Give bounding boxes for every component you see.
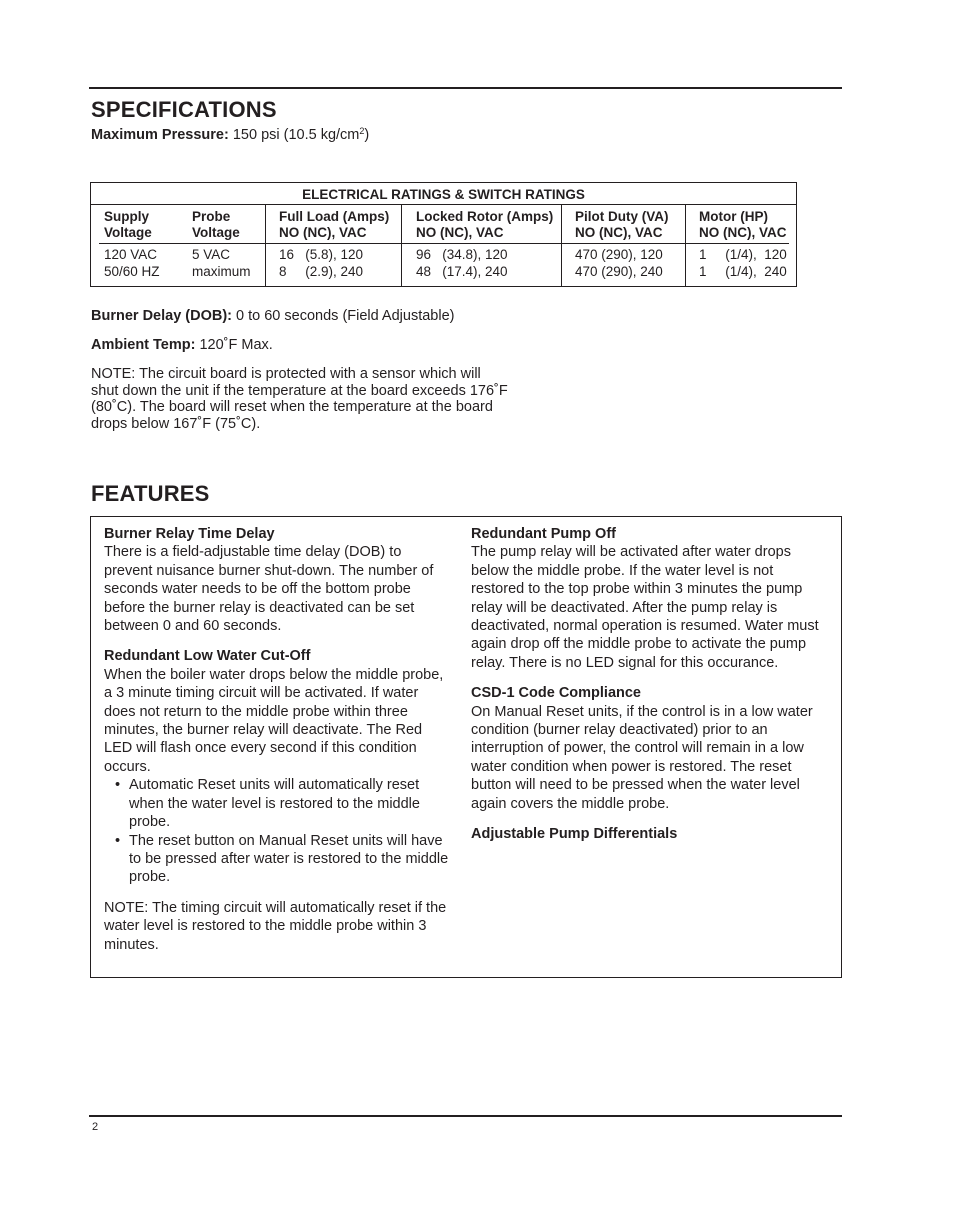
table-cell: 8 (2.9), 240 [279,264,364,279]
ambient-temp-label: Ambient Temp: [91,337,196,353]
low-water-heading: Redundant Low Water Cut-Off [104,648,311,665]
low-water-bullets [104,776,449,886]
header-line: Pilot Duty (VA) [575,209,669,224]
circuit-board-note: NOTE: The circuit board is protected with a sensor which will shut down the unit if the temperature at the board exceeds 176˚F (80˚C). The board will reset when the temperature at the board drops below 167˚F (75˚C). [91,366,508,432]
burner-delay-label: Burner Delay (DOB): [91,308,232,324]
list-item [104,776,449,831]
table-cell: 96 (34.8), 120 [416,247,508,262]
table-divider [685,204,686,287]
table-cell: 1 (1/4), 240 [699,264,787,279]
burner-relay-text: There is a field-adjustable time delay (DOB) to prevent nuisance burner shut-down. The number of seconds water needs to be off the bottom probe before the burner relay is deactivated can be set between 0 and 60 seconds. [104,544,434,635]
header-line: Locked Rotor (Amps) [416,209,554,224]
header-line: Supply [104,209,150,224]
csd1-heading: CSD-1 Code Compliance [471,685,641,702]
table-divider [265,204,266,287]
max-pressure-label: Maximum Pressure: [91,127,229,143]
low-water-text: When the boiler water drops below the middle probe, a 3 minute timing circuit will be activated. If water does not return to the middle probe within three minutes, the burner relay will deactivate. The Red LED will flash once every second if this condition occurs. [104,666,444,775]
max-pressure-close: ) [364,127,370,143]
header-line: NO (NC), VAC [699,225,787,240]
ambient-temp-line [91,337,273,354]
header-line: NO (NC), VAC [575,225,663,240]
bottom-divider [89,1115,842,1117]
ambient-temp-value: 120˚F Max. [199,337,273,353]
header-line: Voltage [104,225,152,240]
features-right-column [471,525,829,844]
table-title: ELECTRICAL RATINGS & SWITCH RATINGS [302,187,585,202]
header-supply-voltage [104,209,152,241]
table-cell: 5 VAC [192,247,231,262]
table-divider [91,204,796,205]
table-cell: maximum [192,264,251,279]
table-cell: 470 (290), 240 [575,264,663,279]
table-cell: 48 (17.4), 240 [416,264,508,279]
burner-delay-value: 0 to 60 seconds (Field Adjustable) [236,308,455,324]
specifications-title: SPECIFICATIONS [91,97,277,122]
low-water-note: NOTE: The timing circuit will automatically reset if the water level is restored to the middle probe within 3 minutes. [104,899,447,953]
pump-off-text: The pump relay will be activated after water drops below the middle probe. If the water level is not restored to the top probe within 3 minutes the pump relay will be deactivated. After the pump relay is deactivated, normal operation is resumed. Water must again drop off the middle probe to activate the pump relay. There is no LED signal for this occurance. [471,544,819,671]
header-line: NO (NC), VAC [279,225,367,240]
table-divider [401,204,402,287]
table-cell: 16 (5.8), 120 [279,247,364,262]
max-pressure-value: 150 psi (10.5 kg/cm [232,127,360,143]
list-item [104,832,449,887]
page-number: 2 [92,1121,99,1133]
max-pressure-line [91,127,369,144]
header-pilot-duty [575,209,669,241]
burner-delay-line [91,308,454,325]
bullet-icon: • [115,832,121,849]
table-cell: 470 (290), 120 [575,247,663,262]
electrical-ratings-table [90,182,797,287]
table-cell: 50/60 HZ [104,264,160,279]
features-left-column [104,525,449,966]
pump-off-heading: Redundant Pump Off [471,526,616,542]
csd1-text: On Manual Reset units, if the control is in a low water condition (burner relay deactivated) prior to an interruption of power, the control will remain in a low water condition when power is restored. The reset button will need to be pressed when the water level again covers the middle probe. [471,703,813,812]
header-motor [699,209,787,241]
top-divider [89,87,842,89]
features-title: FEATURES [91,481,210,506]
header-line: Probe [192,209,231,224]
header-probe-voltage [192,209,240,241]
features-box [90,516,842,978]
table-cell: 120 VAC [104,247,158,262]
header-line: Motor (HP) [699,209,768,224]
list-item-text: The reset button on Manual Reset units will have to be pressed after water is restored to the middle probe. [129,832,449,886]
burner-relay-heading: Burner Relay Time Delay [104,526,275,542]
header-line: Voltage [192,225,240,240]
max-pressure-superscript: 2 [359,126,365,136]
table-divider [561,204,562,287]
header-line: NO (NC), VAC [416,225,504,240]
header-locked-rotor [416,209,553,241]
table-cell: 1 (1/4), 120 [699,247,787,262]
bullet-icon: • [115,777,121,794]
header-full-load [279,209,389,241]
pump-differentials-heading: Adjustable Pump Differentials [471,826,678,843]
header-line: Full Load (Amps) [279,209,390,224]
list-item-text: Automatic Reset units will automatically reset when the water level is restored to the middle probe. [129,777,420,831]
